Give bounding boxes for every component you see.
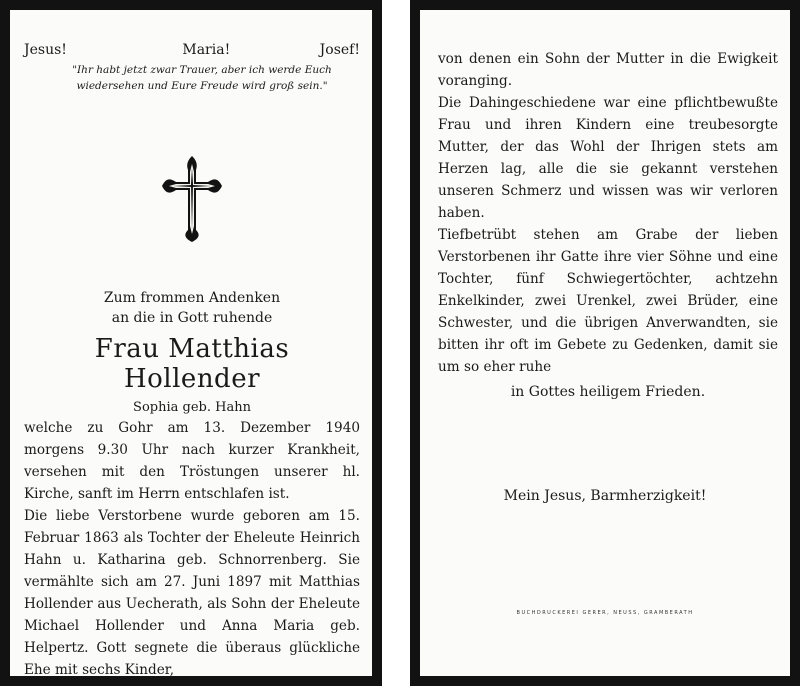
memorial-card-back [410, 0, 800, 686]
holy-names-header [24, 42, 360, 58]
intro-line-1: Zum frommen Andenken [103, 290, 281, 306]
header-jesus: Jesus! [24, 42, 67, 58]
printer-imprint: BUCHDRUCKEREI GERER, NEUSS, GRAMBERATH [516, 610, 694, 616]
birth-name: Sophia geb. Hahn [133, 400, 251, 415]
deceased-name: Frau Matthias Hollender [94, 334, 290, 394]
header-josef: Josef! [319, 42, 360, 58]
cross-icon [160, 154, 224, 244]
continuation-paragraph: von denen ein Sohn der Mutter in die Ewigkeit voranging. [438, 51, 778, 89]
closing-line: in Gottes heiligem Frieden. [510, 384, 706, 400]
front-content [24, 42, 360, 681]
life-paragraph: Die liebe Verstorbene wurde geboren am 15. Februar 1863 als Tochter der Eheleute Heinrich Hahn u. Katharina geb. Schnorrenberg. Sie vermählte sich am 27. Juni 1897 mit Matthias Hollender aus Uecherath, als Sohn der Eheleute Michael Hollender und Anna Maria geb. Helpertz. Gott segnete die überaus glückliche Ehe mit sechs Kinder, [24, 508, 360, 678]
death-paragraph: welche zu Gohr am 13. Dezember 1940 morgens 9.30 Uhr nach kurzer Krankheit, versehen mit den Tröstungen unserer hl. Kirche, sanft im Herrn entschlafen ist. [24, 420, 360, 502]
memorial-card-front [0, 0, 382, 686]
intro-line-2: an die in Gott ruhende [111, 310, 273, 326]
character-paragraph: Die Dahingeschiedene war eine pflichtbewußte Frau und ihren Kindern eine treubesorgte Mutter, der das Wohl der Ihrigen stets am Herzen lag, alle die sie gekannt verstehen unseren Schmerz und wissen was wir verloren haben. [438, 95, 778, 221]
bible-quote: "Ihr habt jetzt zwar Trauer, aber ich werde Euch wiedersehen und Eure Freude wird groß sein." [72, 64, 332, 92]
mourners-paragraph: Tiefbetrübt stehen am Grabe der lieben Verstorbenen ihr Gatte ihre vier Söhne und eine Tochter, fünf Schwiegertöchter, achtzehn Enkelkinder, zwei Urenkel, zwei Brüder, eine Schwester, und die übrigen Anverwandten, sie bitten ihr oft im Gebete zu Gedenken, damit sie um so eher ruhe [438, 227, 778, 375]
header-maria: Maria! [182, 42, 231, 58]
back-content [438, 48, 778, 400]
prayer-motto: Mein Jesus, Barmherzigkeit! [503, 488, 707, 504]
